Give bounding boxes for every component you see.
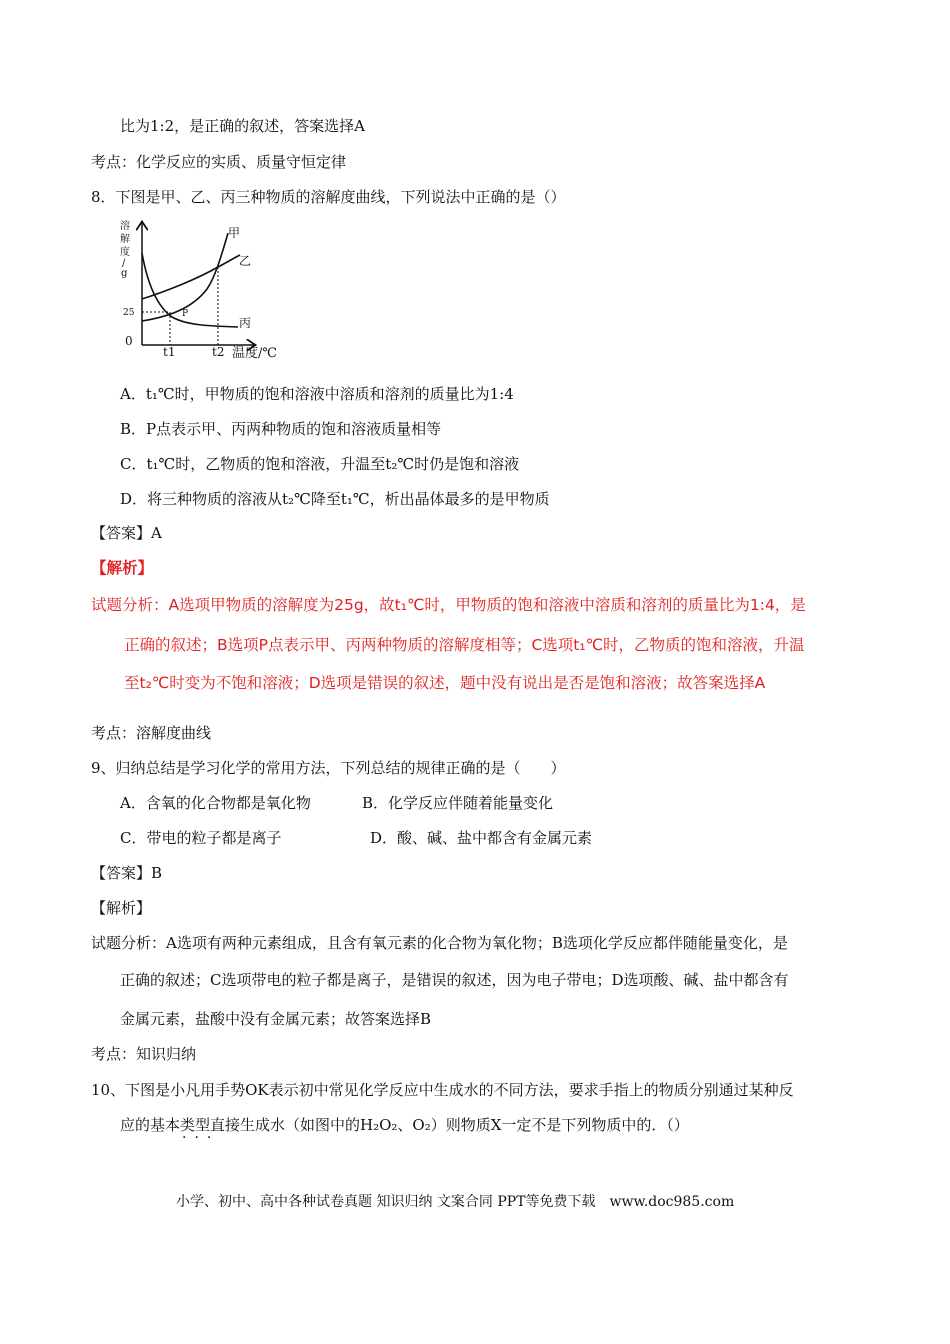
- q9-stem: 9、归纳总结是学习化学的常用方法，下列总结的规律正确的是（ ）: [91, 759, 566, 777]
- origin-label: 0: [125, 334, 133, 348]
- y-label-3: 度: [120, 247, 130, 258]
- q9-analysis-line-2: 正确的叙述；C选项带电的粒子都是离子，是错误的叙述，因为电子带电；D选项酸、碱、盐中都含有: [120, 971, 789, 989]
- q8-option-c: C．t₁℃时，乙物质的饱和溶液，升温至t₂℃时仍是饱和溶液: [120, 455, 520, 473]
- q9-analysis-line-3: 金属元素，盐酸中没有金属元素；故答案选择B: [120, 1010, 432, 1028]
- q8-option-d: D．将三种物质的溶液从t₂℃降至t₁℃，析出晶体最多的是甲物质: [120, 490, 550, 508]
- x-axis-label: 温度/℃: [232, 346, 277, 361]
- q9-kaodian: 考点：知识归纳: [91, 1045, 197, 1063]
- q8-analysis-line-1: 试题分析：A选项甲物质的溶解度为25g，故t₁℃时，甲物质的饱和溶液中溶质和溶剂的质量比为1:4，是: [91, 596, 806, 614]
- q8-kaodian: 考点：溶解度曲线: [91, 724, 212, 742]
- q10-line-1: 10、下图是小凡用手势OK表示初中常见化学反应中生成水的不同方法，要求手指上的物质分别通过某种反: [91, 1081, 794, 1099]
- solubility-curve-graph: [112, 217, 302, 362]
- q8-analysis-line-3: 至t₂℃时变为不饱和溶液；D选项是错误的叙述，题中没有说出是否是饱和溶液；故答案选择A: [124, 674, 766, 692]
- q8-answer: 【答案】A: [91, 524, 162, 542]
- label-bing: 丙: [239, 316, 252, 330]
- y-label-1: 溶: [120, 221, 130, 232]
- q8-analysis-title: 【解析】: [91, 559, 154, 577]
- q8-option-a: A．t₁℃时，甲物质的饱和溶液中溶质和溶剂的质量比为1:4: [120, 385, 514, 403]
- q9-option-b: B．化学反应伴随着能量变化: [362, 794, 554, 812]
- y-label-5: g: [121, 268, 128, 279]
- q10-emphasis-dots: ···: [182, 1130, 220, 1146]
- q9-option-d: D．酸、碱、盐中都含有金属元素: [370, 829, 593, 847]
- q7-kaodian: 考点：化学反应的实质、质量守恒定律: [91, 153, 347, 171]
- label-jia: 甲: [228, 226, 241, 240]
- q9-answer: 【答案】B: [91, 864, 163, 882]
- q8-analysis-line-2: 正确的叙述；B选项P点表示甲、丙两种物质的溶解度相等；C选项t₁℃时，乙物质的饱和溶液，升温: [124, 636, 805, 654]
- page-footer: 小学、初中、高中各种试卷真题 知识归纳 文案合同 PPT等免费下载 www.doc985.com: [176, 1194, 735, 1210]
- q8-option-b: B．P点表示甲、丙两种物质的饱和溶液质量相等: [120, 420, 442, 438]
- y-tick-25: 25: [123, 308, 135, 318]
- curve-yi: [142, 255, 240, 299]
- y-label-4: /: [122, 258, 126, 269]
- q7-tail-line: 比为1:2，是正确的叙述，答案选择A: [120, 117, 365, 135]
- q9-option-a: A．含氧的化合物都是氧化物: [120, 794, 311, 812]
- point-p-label: P: [182, 309, 189, 319]
- x-tick-t2: t2: [212, 345, 225, 359]
- q9-analysis-line-1: 试题分析：A选项有两种元素组成，且含有氧元素的化合物为氧化物；B选项化学反应都伴随能量变化，是: [91, 934, 788, 952]
- q9-option-c: C．带电的粒子都是离子: [120, 829, 282, 847]
- y-label-2: 解: [120, 234, 130, 245]
- curve-jia: [142, 233, 228, 321]
- x-tick-t1: t1: [163, 345, 176, 359]
- q10-line-2: 应的基本类型直接生成水（如图中的H₂O₂、O₂）则物质X一定不是下列物质中的．（）: [120, 1116, 689, 1134]
- q8-stem: 8．下图是甲、乙、丙三种物质的溶解度曲线，下列说法中正确的是（）: [91, 188, 566, 206]
- q9-analysis-title: 【解析】: [91, 899, 152, 917]
- label-yi: 乙: [239, 254, 252, 268]
